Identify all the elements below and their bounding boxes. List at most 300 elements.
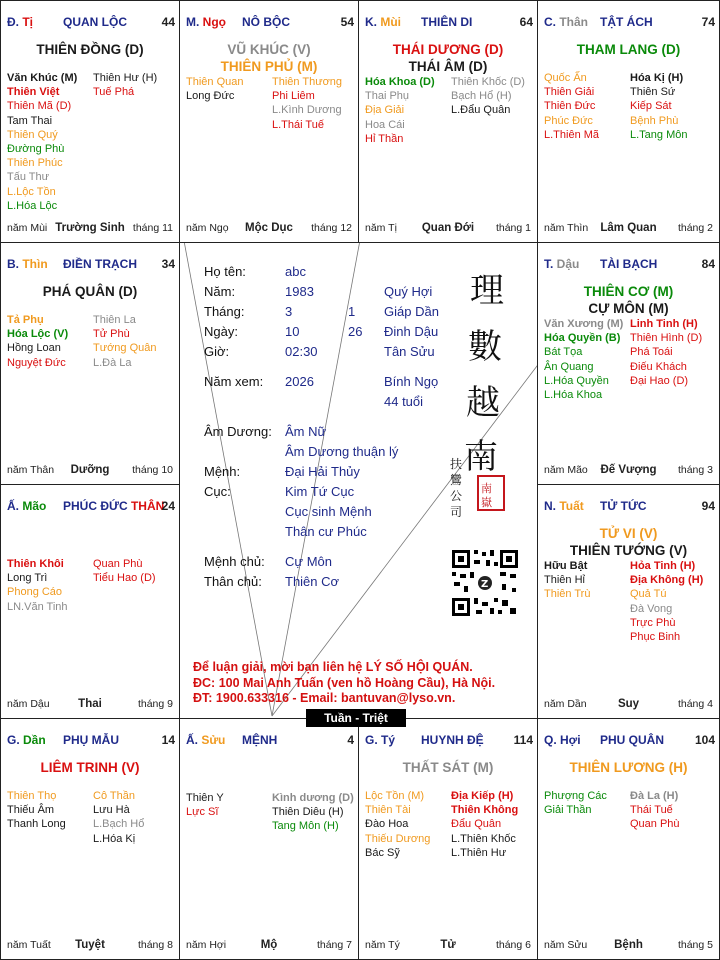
palace-header — [544, 733, 715, 747]
minor-star: Thiên Mã (D) — [7, 100, 72, 113]
stars-right — [272, 791, 354, 834]
minor-star: L.Kình Dương — [272, 104, 342, 117]
stars-left — [7, 313, 68, 370]
branch-prefix: N. — [544, 499, 560, 513]
minor-star: Thiên Diêu (H) — [272, 806, 344, 819]
palace-than-marker: THÂN — [127, 499, 165, 513]
minor-star: Bác Sỹ — [365, 846, 400, 859]
palace-name-text: PHÚC ĐỨC — [63, 499, 128, 513]
palace-age: 34 — [161, 257, 175, 271]
main-star: THẤT SÁT (M) — [402, 760, 494, 775]
main-stars — [1, 759, 179, 776]
main-star: PHÁ QUÂN (D) — [42, 284, 138, 299]
branch-prefix: T. — [544, 257, 557, 271]
svg-text:南: 南 — [481, 482, 492, 495]
palace-footer — [7, 698, 173, 712]
info-nam-can: Quý Hợi — [384, 284, 433, 299]
info-cuc-3: Thân cư Phúc — [285, 524, 367, 539]
minor-star: Thiên Quý — [7, 128, 58, 141]
info-cuc-2: Cục sinh Mệnh — [285, 504, 372, 519]
palace-header — [7, 257, 175, 271]
stars-left — [544, 789, 607, 817]
minor-star: Địa Không (H) — [630, 574, 704, 587]
minor-star: Văn Xương (M) — [544, 318, 624, 330]
minor-star: L.Hóa Quyền — [544, 374, 609, 387]
minor-star: Hồng Loan — [7, 342, 61, 355]
main-star: THIÊN LƯƠNG (H) — [569, 760, 688, 775]
palace-branch — [544, 499, 584, 513]
info-ngay: 10 — [285, 324, 300, 339]
minor-star: Hỉ Thần — [365, 132, 404, 145]
palace-q-hoi[interactable] — [537, 718, 720, 960]
palace-branch — [544, 257, 579, 271]
main-stars — [538, 759, 719, 776]
calligraphy-logo — [450, 262, 530, 552]
minor-star: Bệnh Phù — [630, 114, 679, 127]
minor-star: Kiếp Sát — [630, 100, 672, 113]
stars-left — [544, 317, 623, 402]
palace-name — [242, 15, 290, 29]
minor-star: Thiên Sứ — [630, 86, 676, 99]
palace-name-text: THIÊN DI — [421, 15, 473, 29]
branch-prefix: C. — [544, 15, 560, 29]
svg-text:Z: Z — [481, 579, 489, 590]
calligraphy-char-4: 南 — [464, 437, 498, 477]
stars-left — [186, 791, 224, 819]
palace-header — [544, 499, 715, 513]
branch-prefix: B. — [7, 257, 23, 271]
branch-name: Dậu — [556, 257, 580, 271]
palace-name — [63, 257, 137, 271]
palace-c-than[interactable] — [537, 0, 720, 243]
minor-star: Đẩu Quân — [451, 818, 502, 831]
calligraphy-char-1: 理 — [470, 271, 504, 311]
palace-phase: Tuyệt — [75, 939, 105, 951]
palace-header — [544, 257, 715, 271]
info-am-duong-2: Âm Dương thuận lý — [285, 444, 399, 459]
stars-right — [630, 559, 703, 644]
minor-star: Hoa Cái — [365, 118, 405, 131]
palace-month: tháng 6 — [495, 939, 531, 951]
minor-star: Thiên Quan — [186, 76, 244, 88]
contact-line-3: ĐT: 1900.633316 - Email: bantuvan@lyso.vn. — [193, 691, 456, 705]
palace-age: 4 — [347, 733, 354, 747]
minor-star: Kình dương (D) — [272, 792, 354, 804]
info-gio: 02:30 — [285, 344, 318, 359]
svg-text:公: 公 — [450, 489, 463, 503]
branch-prefix: Ấ. — [186, 733, 202, 747]
main-stars — [359, 759, 537, 776]
palace-footer — [7, 222, 173, 236]
main-stars — [538, 41, 719, 58]
palace-month: tháng 12 — [311, 222, 352, 234]
palace-year: năm Ngọ — [186, 222, 229, 234]
minor-star: Văn Khúc (M) — [7, 72, 78, 84]
minor-star: Hóa Lộc (V) — [7, 328, 69, 341]
stars-right — [93, 313, 157, 370]
palace-branch — [544, 15, 588, 29]
palace-footer — [365, 222, 531, 236]
palace-phase: Bệnh — [614, 939, 643, 951]
info-nam-xem-label: Năm xem: — [204, 374, 264, 389]
stars-left — [7, 789, 66, 832]
palace-header — [186, 15, 354, 29]
info-am-duong-label: Âm Dương: — [204, 424, 272, 439]
branch-prefix: G. — [7, 733, 24, 747]
palace-year: năm Hợi — [186, 939, 227, 951]
minor-star: Thiên Thọ — [7, 790, 57, 802]
stars-right — [93, 71, 157, 99]
minor-star: Lộc Tồn (M) — [365, 790, 425, 802]
stars-right — [630, 71, 687, 142]
palace-name — [600, 257, 657, 271]
svg-text:嶽: 嶽 — [481, 496, 492, 509]
minor-star: Tướng Quân — [93, 342, 157, 355]
stars-left — [7, 71, 77, 213]
branch-prefix: M. — [186, 15, 203, 29]
main-star: CỰ MÔN (M) — [588, 301, 669, 316]
info-ngay-can: Đinh Dậu — [384, 324, 439, 339]
minor-star: Phượng Các — [544, 790, 607, 802]
info-ngay-am: 26 — [348, 324, 363, 339]
palace-year: năm Dậu — [7, 698, 50, 710]
palace-month: tháng 4 — [677, 698, 713, 710]
palace-footer — [186, 222, 352, 236]
minor-star: L.Tang Môn — [630, 128, 688, 141]
minor-star: L.Lộc Tồn — [7, 185, 56, 198]
minor-star: Phong Cáo — [7, 586, 63, 599]
minor-star: Tam Thai — [7, 114, 53, 127]
contact-line-1: Để luận giải, mời bạn liên hệ LÝ SỐ HỘI QUÁN. — [193, 660, 473, 674]
palace-year: năm Thân — [7, 464, 55, 476]
minor-star: L.Đà La — [93, 356, 132, 369]
branch-name: Thìn — [22, 257, 48, 271]
minor-star: Thiên Y — [186, 792, 224, 804]
minor-star: Thiên Thương — [272, 76, 343, 88]
info-nam-xem: 2026 — [285, 374, 314, 389]
info-than-chu-label: Thân chủ: — [204, 574, 262, 589]
palace-phase: Lâm Quan — [600, 222, 657, 234]
palace-footer — [544, 222, 713, 236]
info-menh: Đại Hải Thủy — [285, 464, 360, 479]
minor-star: Phục Binh — [630, 630, 681, 643]
minor-star: L.Bạch Hổ — [93, 818, 145, 831]
main-star: TỬ VI (V) — [599, 526, 658, 541]
palace-phase: Quan Đới — [421, 222, 475, 234]
palace-name-text: TÀI BẠCH — [600, 257, 658, 271]
palace-name — [242, 733, 277, 747]
tuan-triet-badge: Tuần - Triệt — [306, 709, 406, 727]
branch-name: Dần — [23, 733, 46, 747]
minor-star: Linh Tinh (H) — [630, 318, 698, 330]
palace-month: tháng 11 — [132, 222, 173, 234]
minor-star: Bát Tọa — [544, 346, 583, 359]
info-menh-chu: Cự Môn — [285, 554, 332, 569]
info-ho-ten-label: Họ tên: — [204, 264, 246, 279]
palace-t-dau[interactable] — [537, 242, 720, 485]
palace-phase: Tử — [440, 939, 456, 951]
palace-age: 14 — [161, 733, 175, 747]
palace-name-text: MỆNH — [242, 733, 278, 747]
info-am-duong: Âm Nữ — [285, 424, 327, 439]
palace-branch — [365, 15, 401, 29]
palace-name-text: QUAN LỘC — [63, 15, 127, 29]
palace-age: 94 — [701, 499, 715, 513]
minor-star: LN.Văn Tinh — [7, 600, 68, 613]
minor-star: Tử Phù — [93, 328, 130, 341]
palace-header — [365, 15, 533, 29]
minor-star: Ân Quang — [544, 360, 594, 373]
palace-year: năm Tị — [365, 222, 397, 234]
minor-star: Trực Phù — [630, 616, 676, 629]
palace-age: 114 — [513, 733, 533, 747]
palace-m-ngo[interactable] — [179, 0, 359, 243]
minor-star: Tuế Phá — [93, 86, 135, 99]
palace-footer — [7, 464, 173, 478]
minor-star: L.Hóa Kị — [93, 832, 136, 845]
palace-name-text: NÔ BỘC — [242, 15, 290, 29]
palace-name-text: HUYNH ĐỆ — [421, 733, 484, 747]
minor-star: Lực Sĩ — [186, 806, 219, 819]
info-nam-xem-can: Bính Ngọ — [384, 374, 439, 389]
palace-phase: Mộc Dục — [245, 222, 293, 234]
palace-branch — [7, 733, 46, 747]
minor-star: Quan Phù — [93, 558, 143, 570]
stars-right — [451, 789, 518, 860]
minor-star: Thiên Phúc — [7, 157, 63, 170]
palace-phase: Trường Sinh — [55, 222, 125, 234]
minor-star: Thiên Khốc (D) — [451, 76, 525, 88]
info-ngay-label: Ngày: — [204, 324, 238, 339]
minor-star: Cô Thần — [93, 790, 135, 802]
info-menh-chu-label: Mệnh chủ: — [204, 554, 265, 569]
calligraphy-char-2: 數 — [468, 327, 502, 367]
palace-name — [600, 15, 653, 29]
minor-star: Thiên Trù — [544, 588, 591, 601]
main-stars — [538, 283, 719, 317]
main-star: THIÊN TƯỚNG (V) — [569, 543, 688, 558]
branch-name: Tý — [381, 733, 396, 747]
minor-star: Thiên Khôi — [7, 558, 64, 570]
branch-name: Ngọ — [202, 15, 226, 29]
minor-star: L.Thiên Hư — [451, 846, 507, 859]
palace-footer — [544, 698, 713, 712]
palace-age: 104 — [694, 733, 715, 747]
palace-footer — [544, 464, 713, 478]
minor-star: Thiên Việt — [7, 86, 60, 99]
main-star: THÁI ÂM (D) — [408, 59, 488, 74]
stars-right — [630, 789, 680, 832]
palace-phase: Thai — [78, 698, 102, 710]
palace-header — [365, 733, 533, 747]
stars-left — [365, 75, 435, 146]
palace-year: năm Tý — [365, 939, 400, 951]
minor-star: L.Thiên Khốc — [451, 832, 516, 845]
palace-branch — [7, 257, 48, 271]
main-star: THIÊN CƠ (M) — [583, 284, 674, 299]
stars-left — [365, 789, 430, 860]
branch-name: Thân — [559, 15, 589, 29]
info-nam-label: Năm: — [204, 284, 236, 299]
minor-star: Thiên Hỉ — [544, 574, 585, 587]
palace-year: năm Thìn — [544, 222, 589, 234]
info-cuc-label: Cục: — [204, 484, 231, 499]
minor-star: Đào Hoa — [365, 818, 409, 831]
palace-d-ti[interactable] — [0, 0, 180, 243]
main-star: THÁI DƯƠNG (D) — [392, 42, 504, 57]
palace-branch — [365, 733, 395, 747]
palace-phase: Đế Vượng — [600, 464, 657, 476]
stars-right — [630, 317, 702, 388]
minor-star: Thái Tuế — [630, 804, 673, 817]
palace-name — [600, 733, 664, 747]
palace-branch — [186, 733, 225, 747]
minor-star: Địa Kiếp (H) — [451, 790, 514, 802]
minor-star: Hóa Khoa (D) — [365, 76, 435, 88]
palace-year: năm Mão — [544, 464, 588, 476]
stars-left — [544, 71, 599, 142]
palace-name-text: PHỤ MẪU — [63, 733, 119, 747]
minor-star: Hữu Bật — [544, 560, 588, 572]
branch-name: Mão — [22, 499, 47, 513]
palace-age: 84 — [701, 257, 715, 271]
branch-prefix: Ấ. — [7, 499, 23, 513]
info-gio-can: Tân Sửu — [384, 344, 435, 359]
minor-star: Thiếu Dương — [365, 832, 431, 845]
minor-star: Nguyệt Đức — [7, 356, 66, 369]
palace-a-suu[interactable] — [179, 718, 359, 960]
stars-left — [544, 559, 590, 602]
main-star: VŨ KHÚC (V) — [227, 42, 311, 57]
stars-right — [272, 75, 342, 132]
palace-header — [7, 15, 175, 29]
minor-star: L.Hóa Khoa — [544, 388, 603, 401]
stars-left — [186, 75, 243, 103]
info-thang-can: Giáp Dần — [384, 304, 439, 319]
minor-star: Hóa Kị (H) — [630, 72, 684, 84]
palace-year: năm Mùi — [7, 222, 48, 234]
minor-star: Long Đức — [186, 90, 235, 103]
minor-star: Hỏa Tinh (H) — [630, 560, 696, 572]
palace-name — [421, 15, 472, 29]
main-stars — [180, 41, 358, 75]
info-menh-label: Mệnh: — [204, 464, 241, 479]
palace-footer — [7, 939, 173, 953]
info-nam: 1983 — [285, 284, 314, 299]
minor-star: Lưu Hà — [93, 804, 130, 817]
palace-month: tháng 9 — [137, 698, 173, 710]
minor-star: Thai Phụ — [365, 90, 410, 103]
palace-age: 24 — [161, 499, 175, 513]
minor-star: Thiên Tài — [365, 804, 411, 817]
minor-star: Bạch Hổ (H) — [451, 90, 512, 103]
palace-g-dan[interactable] — [0, 718, 180, 960]
minor-star: Quan Phù — [630, 818, 680, 831]
minor-star: Thiên La — [93, 314, 136, 326]
minor-star: Giải Thần — [544, 804, 592, 817]
main-star: THIÊN ĐỒNG (D) — [36, 42, 144, 57]
minor-star: Địa Giải — [365, 104, 405, 117]
palace-month: tháng 1 — [495, 222, 531, 234]
info-thang: 3 — [285, 304, 293, 319]
branch-name: Sửu — [201, 733, 226, 747]
branch-prefix: Q. — [544, 733, 561, 747]
info-cuc: Kim Tứ Cục — [285, 484, 355, 499]
palace-g-ty[interactable] — [358, 718, 538, 960]
palace-header — [544, 15, 715, 29]
palace-month: tháng 3 — [677, 464, 713, 476]
main-stars — [1, 283, 179, 300]
palace-a-mao[interactable] — [0, 484, 180, 719]
palace-name — [600, 499, 647, 513]
minor-star: Đà La (H) — [630, 790, 679, 802]
stars-right — [451, 75, 525, 118]
qr-code[interactable] — [450, 548, 520, 618]
contact-info — [193, 660, 538, 707]
palace-k-mui[interactable] — [358, 0, 538, 243]
svg-text:鸞: 鸞 — [450, 473, 463, 487]
minor-star: Tang Môn (H) — [272, 820, 339, 833]
minor-star: Tả Phụ — [7, 314, 44, 326]
minor-star: Đại Hao (D) — [630, 374, 689, 387]
branch-name: Mùi — [380, 15, 402, 29]
palace-phase: Suy — [617, 698, 640, 710]
palace-b-thin[interactable] — [0, 242, 180, 485]
info-gio-label: Giờ: — [204, 344, 230, 359]
branch-name: Hợi — [560, 733, 581, 747]
stars-left — [7, 557, 68, 614]
palace-header — [7, 733, 175, 747]
branch-name: Tuất — [559, 499, 584, 513]
minor-star: L.Đẩu Quân — [451, 104, 511, 117]
branch-prefix: Đ. — [7, 15, 23, 29]
calligraphy-char-3: 越 — [466, 383, 500, 423]
palace-month: tháng 10 — [132, 464, 173, 476]
palace-age: 64 — [519, 15, 533, 29]
palace-n-tuat[interactable] — [537, 484, 720, 719]
main-stars — [359, 41, 537, 75]
minor-star: Long Trì — [7, 572, 48, 585]
minor-star: Thiên Đức — [544, 100, 596, 113]
palace-month: tháng 7 — [316, 939, 352, 951]
minor-star: Tấu Thư — [7, 171, 50, 184]
palace-phase: Dưỡng — [70, 464, 110, 476]
minor-star: Tiểu Hao (D) — [93, 572, 156, 585]
minor-star: Quả Tú — [630, 588, 667, 601]
minor-star: Điếu Khách — [630, 360, 687, 373]
minor-star: Đà Vong — [630, 602, 673, 615]
minor-star: Thiên Hư (H) — [93, 72, 158, 84]
palace-name-text: PHU QUÂN — [600, 733, 665, 747]
minor-star: Hóa Quyền (B) — [544, 332, 621, 345]
minor-star: L.Hóa Lộc — [7, 199, 58, 212]
palace-month: tháng 8 — [137, 939, 173, 951]
contact-line-2: ĐC: 100 Mai Anh Tuấn (ven hồ Hoàng Cầu), Hà Nội. — [193, 675, 496, 690]
palace-age: 74 — [701, 15, 715, 29]
palace-branch — [7, 499, 46, 513]
minor-star: Thiên Giải — [544, 86, 595, 99]
palace-name — [63, 499, 164, 513]
svg-text:司: 司 — [450, 505, 463, 519]
palace-branch — [186, 15, 226, 29]
palace-year: năm Dần — [544, 698, 587, 710]
palace-phase: Mộ — [260, 939, 278, 951]
branch-name: Tị — [22, 15, 34, 29]
palace-name-text: TẬT ÁCH — [600, 15, 653, 29]
palace-footer — [544, 939, 713, 953]
main-star: LIÊM TRINH (V) — [40, 760, 140, 775]
palace-branch — [7, 15, 33, 29]
